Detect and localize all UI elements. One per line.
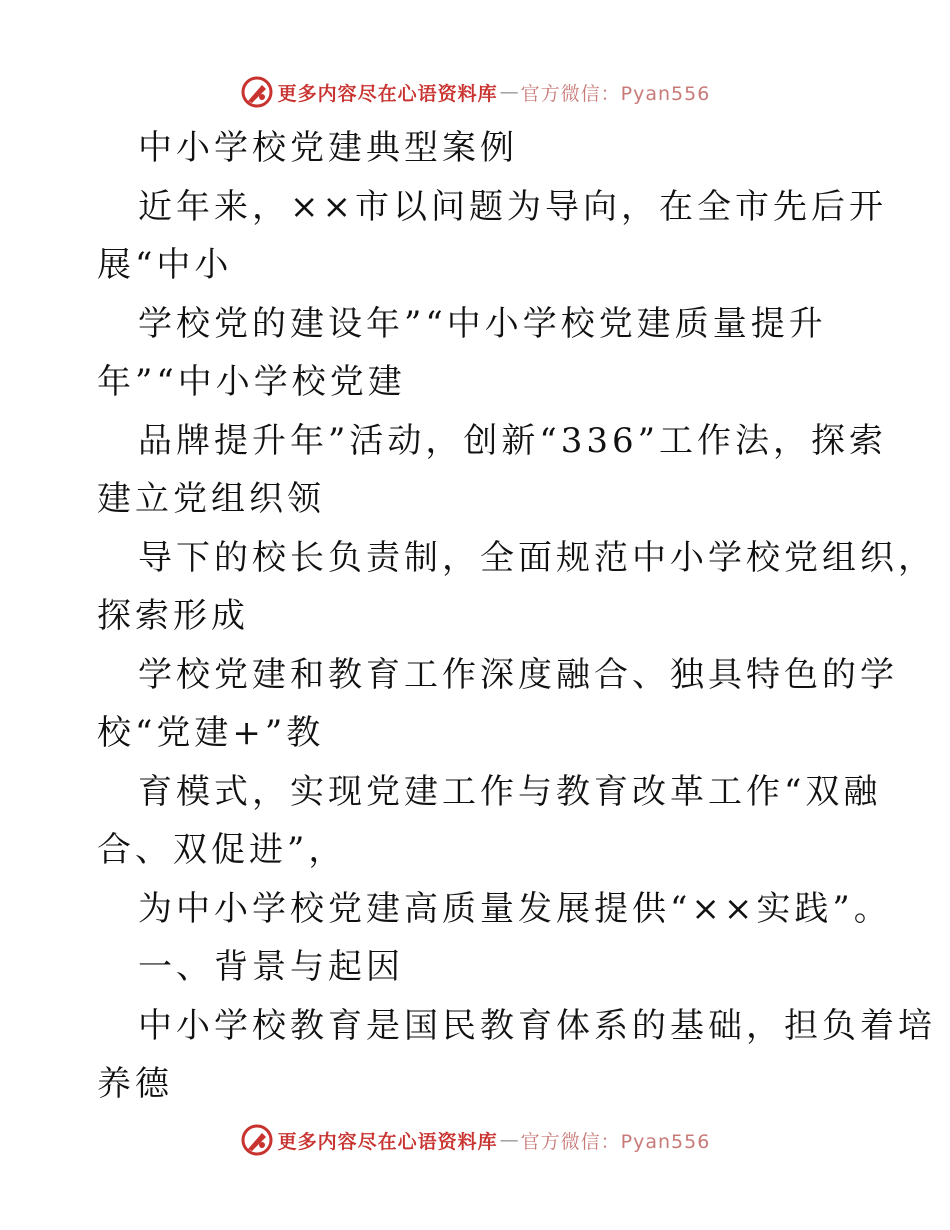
section-heading: 一、背景与起因 <box>138 947 404 987</box>
text-line: 近年来，××市以问题为导向，在全市先后开 <box>138 187 887 227</box>
banner-dash: — <box>499 1129 519 1151</box>
text-line: 为中小学校党建高质量发展提供“××实践”。 <box>138 889 892 929</box>
banner-contact: 官方微信：Pyan556 <box>520 82 711 105</box>
banner-dash: — <box>499 81 519 103</box>
footer-watermark-banner <box>0 1118 950 1162</box>
text-line: 中小学校教育是国民教育体系的基础，担负着培 <box>138 1006 936 1046</box>
banner-contact: 官方微信：Pyan556 <box>520 1130 711 1153</box>
text-line: 合、双促进”， <box>97 830 347 870</box>
text-line: 校“党建+”教 <box>97 713 325 753</box>
text-line: 建立党组织领 <box>97 479 325 519</box>
text-line: 学校党建和教育工作深度融合、独具特色的学 <box>138 655 898 695</box>
text-line: 探索形成 <box>97 596 249 636</box>
pen-seal-logo-icon <box>240 1123 274 1157</box>
text-line: 养德 <box>97 1064 173 1104</box>
text-line: 品牌提升年”活动，创新“336”工作法，探索 <box>138 421 888 461</box>
text-line: 展“中小 <box>97 245 233 285</box>
text-line: 学校党的建设年”“中小学校党建质量提升 <box>138 304 827 344</box>
banner-title: 更多内容尽在心语资料库 <box>277 1130 498 1153</box>
text-line: 导下的校长负责制，全面规范中小学校党组织， <box>138 538 936 578</box>
text-line: 育模式，实现党建工作与教育改革工作“双融 <box>138 772 882 812</box>
pen-seal-logo-icon <box>240 75 274 109</box>
doc-title: 中小学校党建典型案例 <box>138 128 518 168</box>
header-watermark-banner <box>0 70 950 114</box>
banner-title: 更多内容尽在心语资料库 <box>277 82 498 105</box>
text-line: 年”“中小学校党建 <box>97 362 406 402</box>
